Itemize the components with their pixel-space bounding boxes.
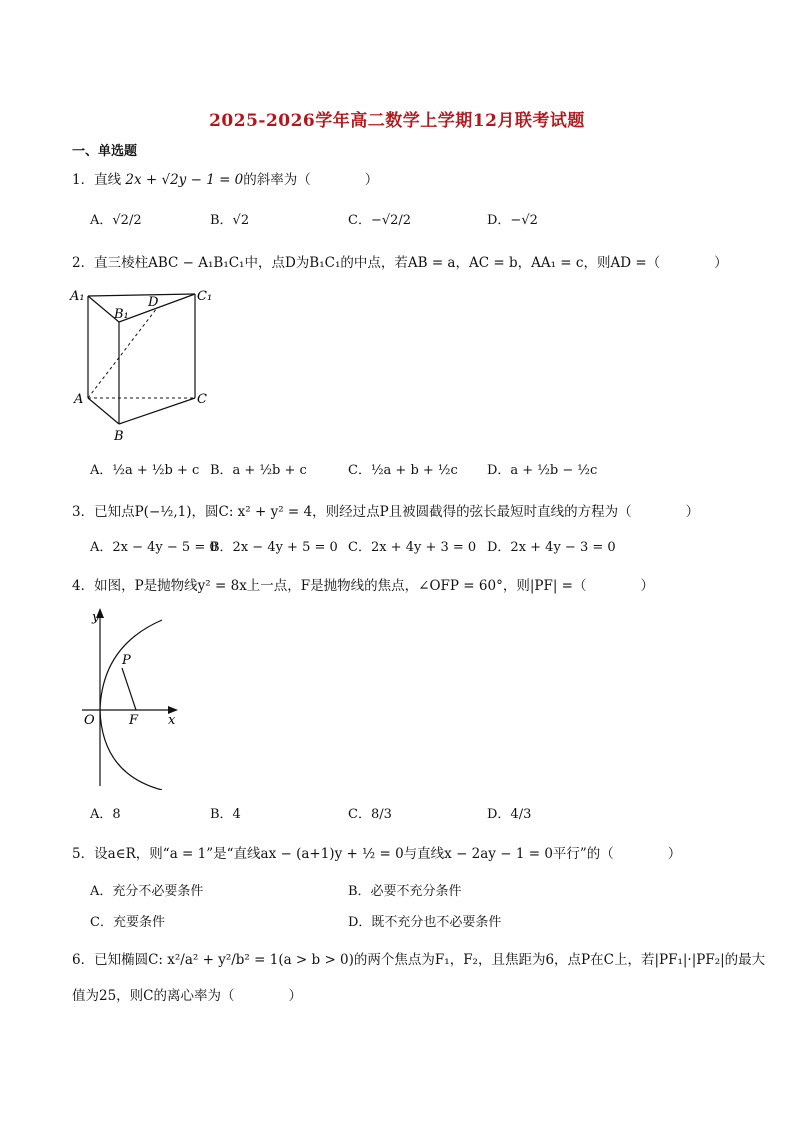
label-d: D xyxy=(148,295,159,310)
label-f: F xyxy=(129,713,139,728)
q3-option-c[interactable]: C．2x + 4y + 3 = 0 xyxy=(348,540,477,555)
prism-figure xyxy=(68,284,218,444)
q3-option-d[interactable]: D．2x + 4y − 3 = 0 xyxy=(487,540,616,555)
q1-option-d[interactable]: D．−√2 xyxy=(487,213,538,228)
label-c: C xyxy=(197,392,207,407)
question-number: 4． xyxy=(72,578,95,594)
q5-option-b[interactable]: B．必要不充分条件 xyxy=(348,884,462,899)
question-text: 已知点P(−½,1)，圆C: x² + y² = 4，则经过点P且被圆截得的弦长最短时直线的方程为（ ） xyxy=(94,504,700,520)
q3-option-a[interactable]: A．2x − 4y − 5 = 0 xyxy=(90,540,218,555)
q1-option-b[interactable]: B．√2 xyxy=(210,213,250,228)
q1-option-a[interactable]: A．√2/2 xyxy=(90,213,142,228)
q3-option-b[interactable]: B．2x − 4y + 5 = 0 xyxy=(210,540,338,555)
question-6 xyxy=(72,950,765,970)
question-text: 如图，P是抛物线y² = 8x上一点，F是抛物线的焦点，∠OFP = 60°，则|PF| =（ ） xyxy=(94,578,654,594)
page-title: 2025-2026学年高二数学上学期12月联考试题 xyxy=(209,111,585,131)
q2-option-a[interactable]: A．½a + ½b + c xyxy=(90,463,200,478)
q5-option-c[interactable]: C．充要条件 xyxy=(90,915,165,930)
q2-option-c[interactable]: C．½a + b + ½c xyxy=(348,463,458,478)
q5-option-a[interactable]: A．充分不必要条件 xyxy=(90,884,204,899)
question-4 xyxy=(72,576,654,596)
question-text-line-2: 值为25，则C的离心率为（ ） xyxy=(72,988,303,1004)
question-5 xyxy=(72,844,681,864)
question-6-continued xyxy=(72,986,302,1006)
q2-option-d[interactable]: D．a + ½b − ½c xyxy=(487,463,598,478)
question-text: 设a∈R，则“a = 1”是“直线ax − (a+1)y + ½ = 0与直线x − 2ay − 1 = 0平行”的（ ） xyxy=(94,846,682,862)
label-a: A xyxy=(74,392,84,407)
label-c1: C₁ xyxy=(197,289,213,304)
label-a1: A₁ xyxy=(70,289,85,304)
question-number: 3． xyxy=(72,504,95,520)
q4-option-d[interactable]: D．4/3 xyxy=(487,807,532,822)
q4-option-a[interactable]: A．8 xyxy=(90,807,121,822)
question-number: 6． xyxy=(72,952,95,968)
q2-option-b[interactable]: B．a + ½b + c xyxy=(210,463,307,478)
question-1 xyxy=(72,170,378,190)
q4-option-b[interactable]: B．4 xyxy=(210,807,241,822)
label-y: y xyxy=(92,610,100,625)
question-number: 1． xyxy=(72,172,95,188)
question-number: 2． xyxy=(72,255,95,271)
q1-option-c[interactable]: C．−√2/2 xyxy=(348,213,412,228)
question-3 xyxy=(72,502,699,522)
question-text: 直三棱柱ABC − A₁B₁C₁中，点D为B₁C₁的中点，若AB = a，AC = b，AA₁ = c，则AD =（ ） xyxy=(94,255,728,271)
label-x: x xyxy=(168,713,176,728)
label-b: B xyxy=(114,429,124,444)
question-number: 5． xyxy=(72,846,95,862)
question-text-suffix: 的斜率为（ ） xyxy=(243,172,379,188)
q5-option-d[interactable]: D．既不充分也不必要条件 xyxy=(348,915,502,930)
q4-option-c[interactable]: C．8/3 xyxy=(348,807,392,822)
question-text-line-1: 已知椭圆C: x²/a² + y²/b² = 1(a > b > 0)的两个焦点为F₁，F₂，且焦距为6，点P在C上，若|PF₁|·|PF₂|的最大 xyxy=(94,952,766,968)
question-2 xyxy=(72,253,728,273)
label-b1: B₁ xyxy=(114,307,129,322)
parabola-figure xyxy=(72,606,192,790)
question-text: 直线 xyxy=(94,172,122,188)
label-p: P xyxy=(122,653,131,668)
section-heading: 一、单选题 xyxy=(72,144,138,159)
label-o: O xyxy=(84,713,95,728)
question-expression: 2x + √2y − 1 = 0 xyxy=(125,172,244,188)
